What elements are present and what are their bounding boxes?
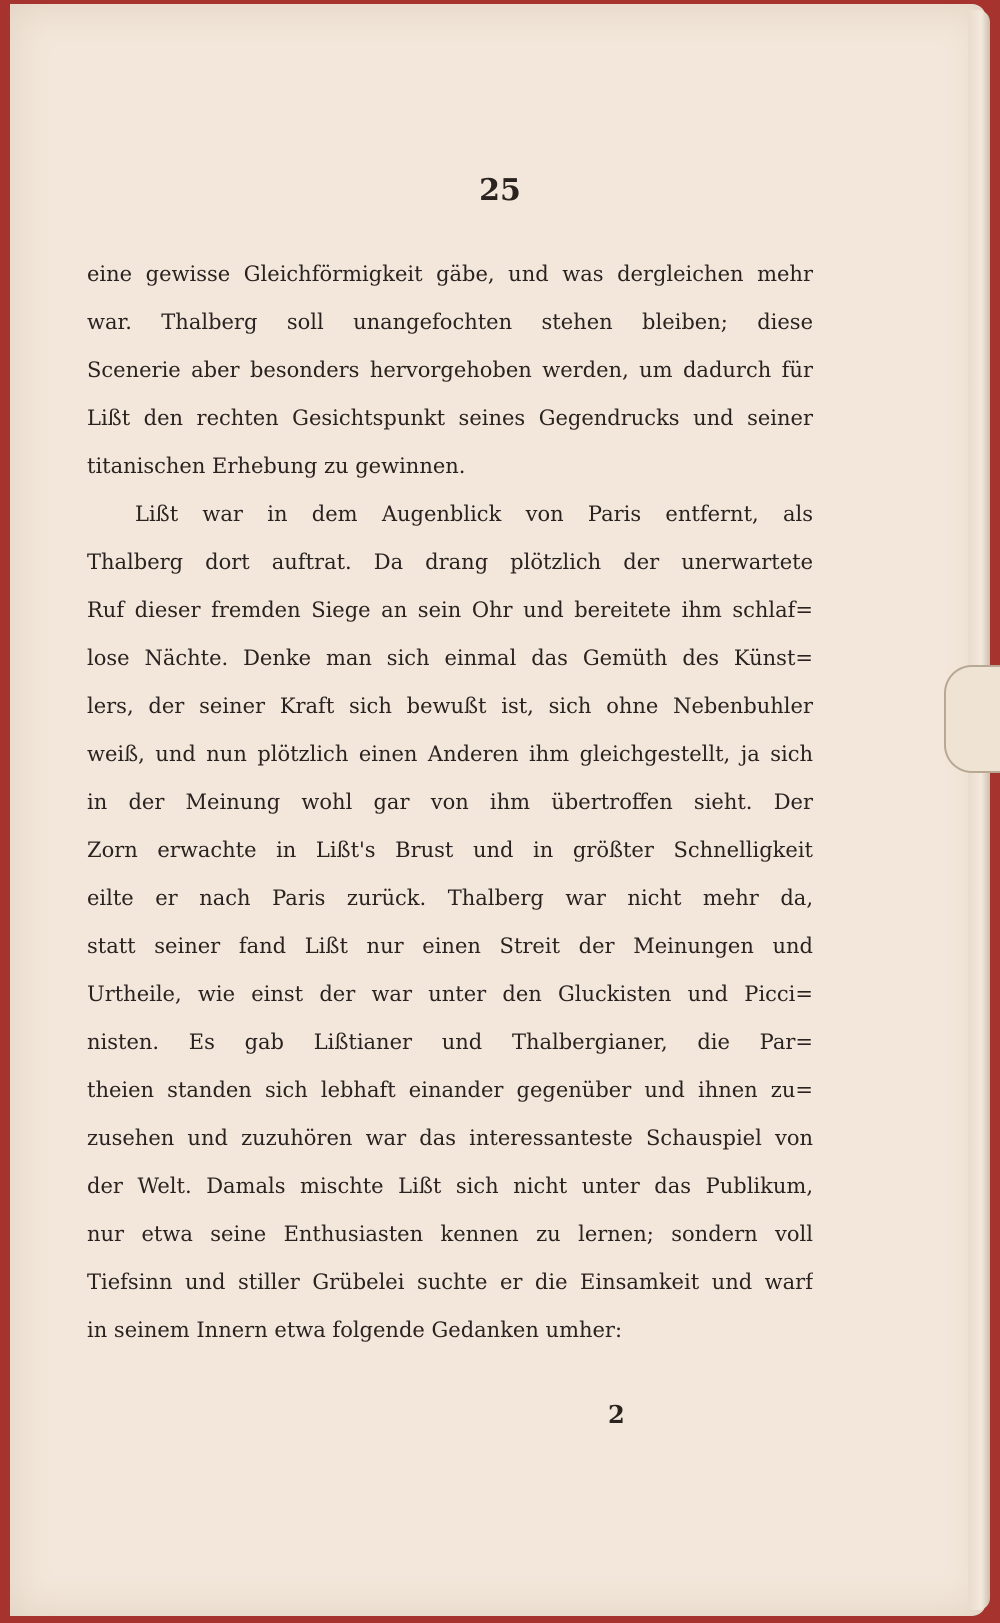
text-line: der Welt. Damals mischte Lißt sich nicht unter das Publikum, bbox=[87, 1174, 813, 1198]
text-line: Lißt den rechten Gesichtspunkt seines Gegendrucks und seiner bbox=[87, 406, 813, 430]
text-line: weiß, und nun plötzlich einen Anderen ihm gleichgestellt, ja sich bbox=[87, 742, 813, 766]
text-line: in seinem Innern etwa folgende Gedanken umher: bbox=[87, 1318, 623, 1342]
text-line: lers, der seiner Kraft sich bewußt ist, sich ohne Nebenbuhler bbox=[87, 694, 813, 718]
text-line: eilte er nach Paris zurück. Thalberg war nicht mehr da, bbox=[87, 886, 813, 910]
text-line: nisten. Es gab Lißtianer und Thalbergianer, die Par= bbox=[87, 1030, 813, 1054]
page-tab-marker bbox=[944, 665, 1000, 773]
text-line: theien standen sich lebhaft einander gegenüber und ihnen zu= bbox=[87, 1078, 813, 1102]
text-line: Tiefsinn und stiller Grübelei suchte er die Einsamkeit und warf bbox=[87, 1270, 813, 1294]
text-line: titanischen Erhebung zu gewinnen. bbox=[87, 454, 466, 478]
text-line: lose Nächte. Denke man sich einmal das Gemüth des Künst= bbox=[87, 646, 813, 670]
text-line: eine gewisse Gleichförmigkeit gäbe, und was dergleichen mehr bbox=[87, 262, 813, 286]
text-line: Ruf dieser fremden Siege an sein Ohr und bereitete ihm schlaf= bbox=[87, 598, 813, 622]
text-line: statt seiner fand Lißt nur einen Streit der Meinungen und bbox=[87, 934, 813, 958]
text-line: in der Meinung wohl gar von ihm übertroffen sieht. Der bbox=[87, 790, 813, 814]
text-line: war. Thalberg soll unangefochten stehen bleiben; diese bbox=[87, 310, 813, 334]
text-line: Scenerie aber besonders hervorgehoben werden, um dadurch für bbox=[87, 358, 813, 382]
text-line: Urtheile, wie einst der war unter den Gluckisten und Picci= bbox=[87, 982, 813, 1006]
page-edge bbox=[968, 10, 990, 1610]
text-line: zusehen und zuzuhören war das interessanteste Schauspiel von bbox=[87, 1126, 813, 1150]
text-line: Lißt war in dem Augenblick von Paris entfernt, als bbox=[135, 502, 813, 526]
page-number: 25 bbox=[479, 173, 521, 208]
body-text bbox=[87, 250, 813, 1354]
signature-mark: 2 bbox=[608, 1400, 625, 1429]
text-line: nur etwa seine Enthusiasten kennen zu lernen; sondern voll bbox=[87, 1222, 813, 1246]
text-line: Zorn erwachte in Lißt's Brust und in größter Schnelligkeit bbox=[87, 838, 813, 862]
text-line: Thalberg dort auftrat. Da drang plötzlich der unerwartete bbox=[87, 550, 813, 574]
